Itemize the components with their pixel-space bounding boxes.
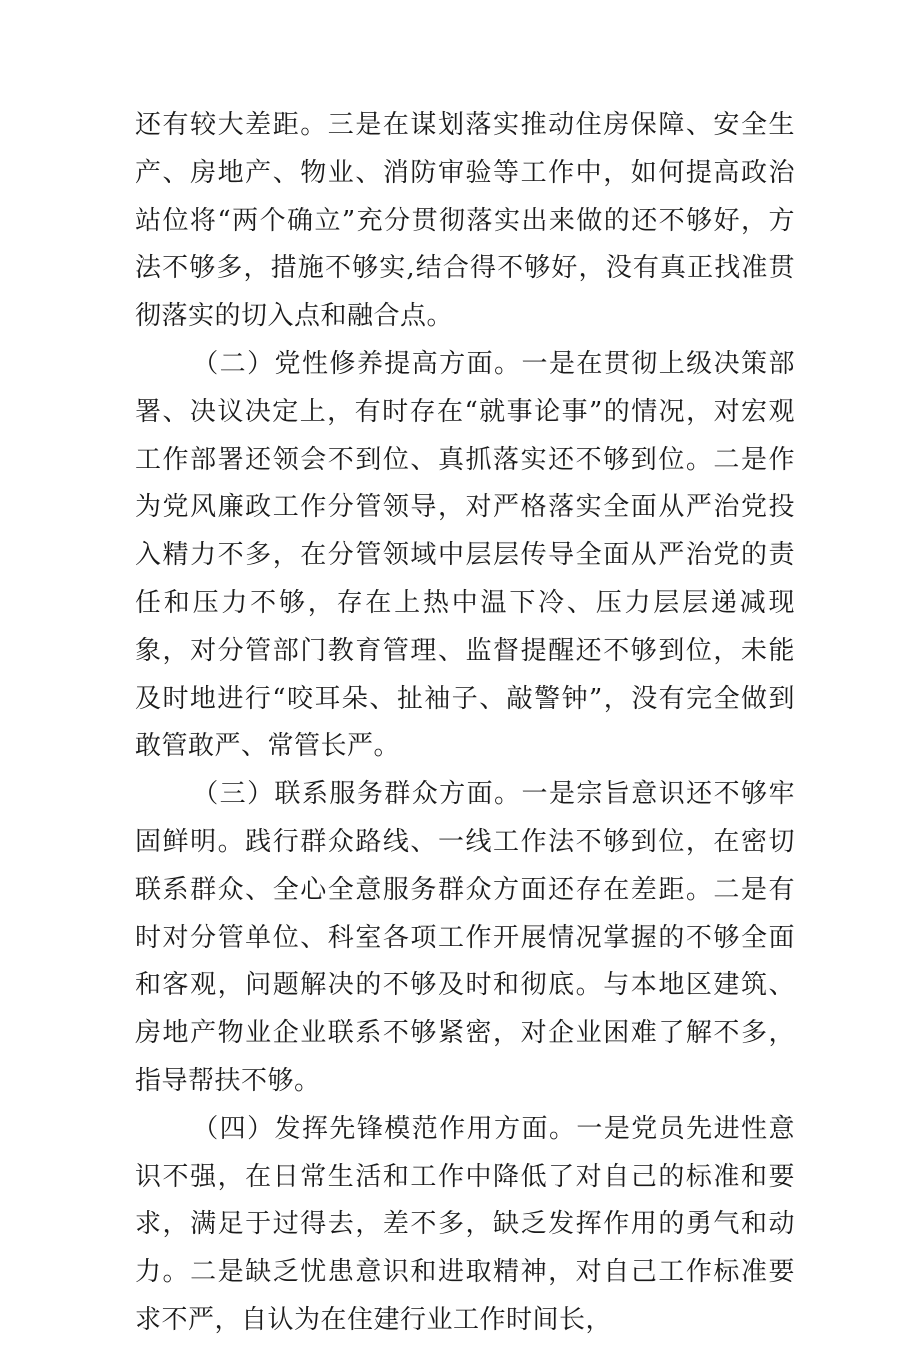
- document-body: [135, 102, 795, 1345]
- paragraph-vanguard-role: （四）发挥先锋模范作用方面。一是党员先进性意识不强，在日常生活和工作中降低了对自己的标准和要求，满足于过得去，差不多，缺乏发挥作用的勇气和动力。二是缺乏忧患意识和进取精神，对自己工作标准要求不严，自认为在住建行业工作时间长，: [135, 1113, 795, 1335]
- paragraph-serving-masses: （三）联系服务群众方面。一是宗旨意识还不够牢固鲜明。践行群众路线、一线工作法不够到位，在密切联系群众、全心全意服务群众方面还存在差距。二是有时对分管单位、科室各项工作开展情况掌握的不够全面和客观，问题解决的不够及时和彻底。与本地区建筑、房地产物业企业联系不够紧密，对企业困难了解不多，指导帮扶不够。: [135, 779, 795, 1096]
- paragraph-continuation: 还有较大差距。三是在谋划落实推动住房保障、安全生产、房地产、物业、消防审验等工作中，如何提高政治站位将“两个确立”充分贯彻落实出来做的还不够好，方法不够多，措施不够实,结合得不够好，没有真正找准贯彻落实的切入点和融合点。: [135, 110, 795, 332]
- paragraph-party-cultivation: （二）党性修养提高方面。一是在贯彻上级决策部署、决议决定上，有时存在“就事论事”的情况，对宏观工作部署还领会不到位、真抓落实还不够到位。二是作为党风廉政工作分管领导，对严格落实全面从严治党投入精力不多，在分管领域中层层传导全面从严治党的责任和压力不够，存在上热中温下冷、压力层层递减现象，对分管部门教育管理、监督提醒还不够到位，未能及时地进行“咬耳朵、扯袖子、敲警钟”，没有完全做到敢管敢严、常管长严。: [135, 348, 795, 762]
